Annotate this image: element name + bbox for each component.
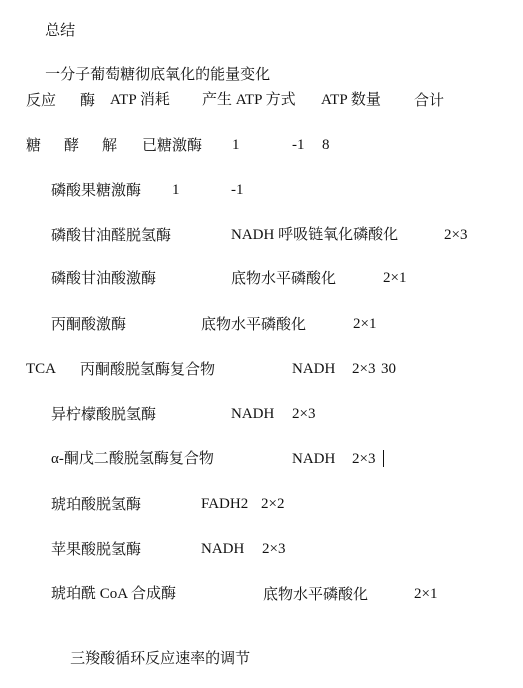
row-value-2: 2×3	[352, 451, 376, 467]
row-enzyme: 异柠檬酸脱氢酶	[51, 405, 157, 423]
header-total: 合计	[414, 91, 445, 109]
title-text: 总结	[45, 21, 76, 39]
row-value-2: 2×3	[444, 227, 468, 243]
list-item	[51, 268, 491, 288]
glycolysis-label-2: 酵	[64, 136, 80, 154]
section-title	[26, 0, 76, 39]
list-item	[51, 449, 491, 469]
row-enzyme: 丙酮酸激酶	[51, 315, 127, 333]
row-value-1: 1	[172, 182, 180, 198]
list-item	[51, 539, 491, 559]
row-value-1: NADH	[201, 541, 245, 557]
row-value-1: NADH	[292, 451, 336, 467]
row-enzyme: 磷酸果糖激酶	[51, 181, 142, 199]
row-value-2: 2×1	[383, 270, 407, 286]
row-enzyme: 磷酸甘油醛脱氢酶	[51, 226, 172, 244]
row-value-1: 底物水平磷酸化	[201, 315, 307, 333]
glycolysis-value-2: -1	[292, 137, 305, 153]
header-atp-count: ATP 数量	[321, 92, 381, 108]
glycolysis-value-1: 1	[232, 137, 240, 153]
tca-label: TCA	[26, 361, 56, 377]
footer-text: 三羧酸循环反应速率的调节	[70, 649, 251, 667]
row-value-1: 底物水平磷酸化	[231, 269, 337, 287]
row-enzyme: 苹果酸脱氢酶	[51, 540, 142, 558]
glycolysis-label-3: 解	[102, 136, 118, 154]
next-section-title	[51, 628, 251, 667]
row-value-2: 2×1	[353, 316, 377, 332]
row-enzyme: 磷酸甘油酸激酶	[51, 269, 157, 287]
header-enzyme: 酶	[80, 91, 96, 109]
text-cursor	[382, 449, 384, 469]
section-subtitle	[26, 44, 271, 83]
glycolysis-enzyme: 已糖激酶	[142, 136, 203, 154]
table-header-row	[26, 90, 506, 110]
row-value-1: FADH2	[201, 496, 249, 512]
row-value-2: 2×2	[261, 496, 285, 512]
tca-value-2: 2×3	[352, 361, 376, 377]
row-value-2: 2×3	[262, 541, 286, 557]
header-atp-consumed: ATP 消耗	[110, 92, 170, 108]
list-item	[51, 314, 491, 334]
glycolysis-total: 8	[322, 137, 330, 153]
row-enzyme: 琥珀酰 CoA 合成酶	[51, 586, 177, 602]
tca-row	[26, 359, 506, 379]
list-item	[51, 225, 491, 245]
row-value-2: 2×1	[414, 586, 438, 602]
list-item	[51, 584, 491, 604]
header-atp-method: 产生 ATP 方式	[202, 92, 296, 108]
glycolysis-label-1: 糖	[26, 136, 42, 154]
subtitle-text: 一分子葡萄糖彻底氧化的能量变化	[45, 65, 271, 83]
tca-enzyme: 丙酮酸脱氢酶复合物	[80, 360, 216, 378]
row-value-1: 底物水平磷酸化	[263, 585, 369, 603]
row-enzyme: α-酮戊二酸脱氢酶复合物	[51, 451, 214, 467]
tca-value-1: NADH	[292, 361, 336, 377]
list-item	[51, 180, 491, 200]
tca-total: 30	[381, 361, 396, 377]
row-value-1: NADH	[231, 406, 275, 422]
row-value-2: -1	[231, 182, 244, 198]
list-item	[51, 494, 491, 514]
row-value-2: 2×3	[292, 406, 316, 422]
list-item	[51, 404, 491, 424]
header-reaction: 反应	[26, 91, 57, 109]
row-enzyme: 琥珀酸脱氢酶	[51, 495, 142, 513]
row-value-1: NADH 呼吸链氧化磷酸化	[231, 227, 399, 243]
glycolysis-row	[26, 135, 506, 155]
